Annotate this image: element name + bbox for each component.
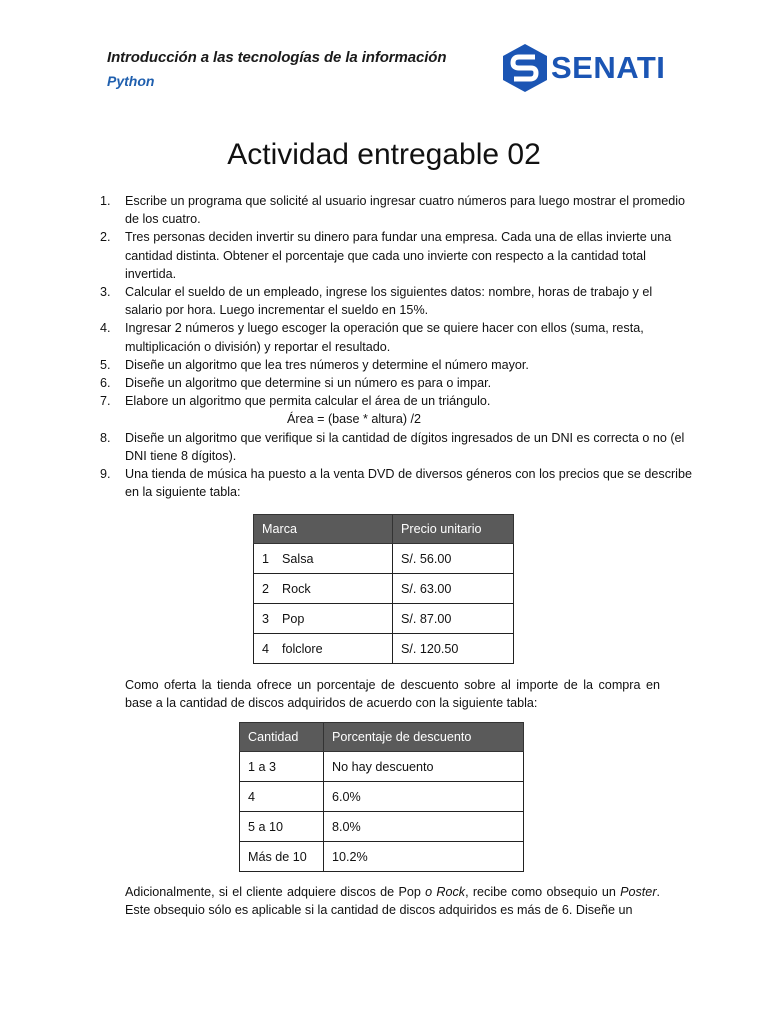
table-row: 1 Salsa S/. 56.00 bbox=[254, 544, 514, 574]
table-row: 5 a 10 8.0% bbox=[240, 812, 524, 842]
course-title: Introducción a las tecnologías de la información bbox=[107, 49, 447, 66]
list-item: 1. Escribe un programa que solicité al usuario ingresar cuatro números para luego mostrar el promedio de los cuatro. bbox=[100, 194, 686, 227]
table-header-row bbox=[240, 723, 524, 752]
table-row: 3 Pop S/. 87.00 bbox=[254, 604, 514, 634]
course-subject: Python bbox=[107, 73, 155, 89]
senati-logo-text: SENATI bbox=[551, 50, 666, 85]
table-row: 2 Rock S/. 63.00 bbox=[254, 574, 514, 604]
offer-paragraph: Como oferta la tienda ofrece un porcentaje de descuento sobre al importe de la compra en base a la cantidad de discos adquiridos de acuerdo con la siguiente tabla: bbox=[125, 678, 660, 711]
table-row: 1 a 3 No hay descuento bbox=[240, 752, 524, 782]
table-header-cell: Precio unitario bbox=[393, 515, 514, 544]
table-row: 4 folclore S/. 120.50 bbox=[254, 634, 514, 664]
table-row: Más de 10 10.2% bbox=[240, 842, 524, 872]
list-item: 7. Elabore un algoritmo que permita calcular el área de un triángulo. Área = (base * altura) /2 bbox=[100, 392, 692, 428]
list-item: 4. Ingresar 2 números y luego escoger la operación que se quiere hacer con ellos (suma, resta, multiplicación o división) y reportar el resultado. bbox=[100, 321, 644, 354]
table-row: 4 6.0% bbox=[240, 782, 524, 812]
price-table bbox=[253, 514, 514, 664]
list-item: 5. Diseñe un algoritmo que lea tres números y determine el número mayor. bbox=[100, 357, 529, 372]
table-header-cell: Porcentaje de descuento bbox=[324, 723, 524, 752]
table-header-row bbox=[254, 515, 514, 544]
document-title: Actividad entregable 02 bbox=[227, 138, 541, 171]
table-header-cell: Cantidad bbox=[240, 723, 324, 752]
discount-table bbox=[239, 722, 524, 872]
exercise-list bbox=[100, 192, 692, 501]
list-item: 2. Tres personas deciden invertir su dinero para fundar una empresa. Cada una de ellas invierte una cantidad distinta. Obtener el porcentaje que cada uno invierte con respecto a la cantidad total invertida. bbox=[100, 230, 672, 281]
area-formula: Área = (base * altura) /2 bbox=[287, 412, 422, 427]
table-header-cell: Marca bbox=[254, 515, 393, 544]
list-item: 8. Diseñe un algoritmo que verifique si la cantidad de dígitos ingresados de un DNI es correcta o no (el DNI tiene 8 dígitos). bbox=[100, 430, 685, 463]
list-item: 6. Diseñe un algoritmo que determine si un número es para o impar. bbox=[100, 376, 492, 391]
list-item: 9. Una tienda de música ha puesto a la venta DVD de diversos géneros con los precios que se describe en la siguiente tabla: bbox=[100, 467, 692, 500]
list-item: 3. Calcular el sueldo de un empleado, ingrese los siguientes datos: nombre, horas de trabajo y el salario por hora. Luego incrementar el sueldo en 15%. bbox=[100, 285, 653, 318]
gift-paragraph: Adicionalmente, si el cliente adquiere discos de Pop o Rock, recibe como obsequio un Poster. Este obsequio sólo es aplicable si la cantidad de discos adquiridos es más de 6. Diseñe un bbox=[125, 885, 661, 918]
